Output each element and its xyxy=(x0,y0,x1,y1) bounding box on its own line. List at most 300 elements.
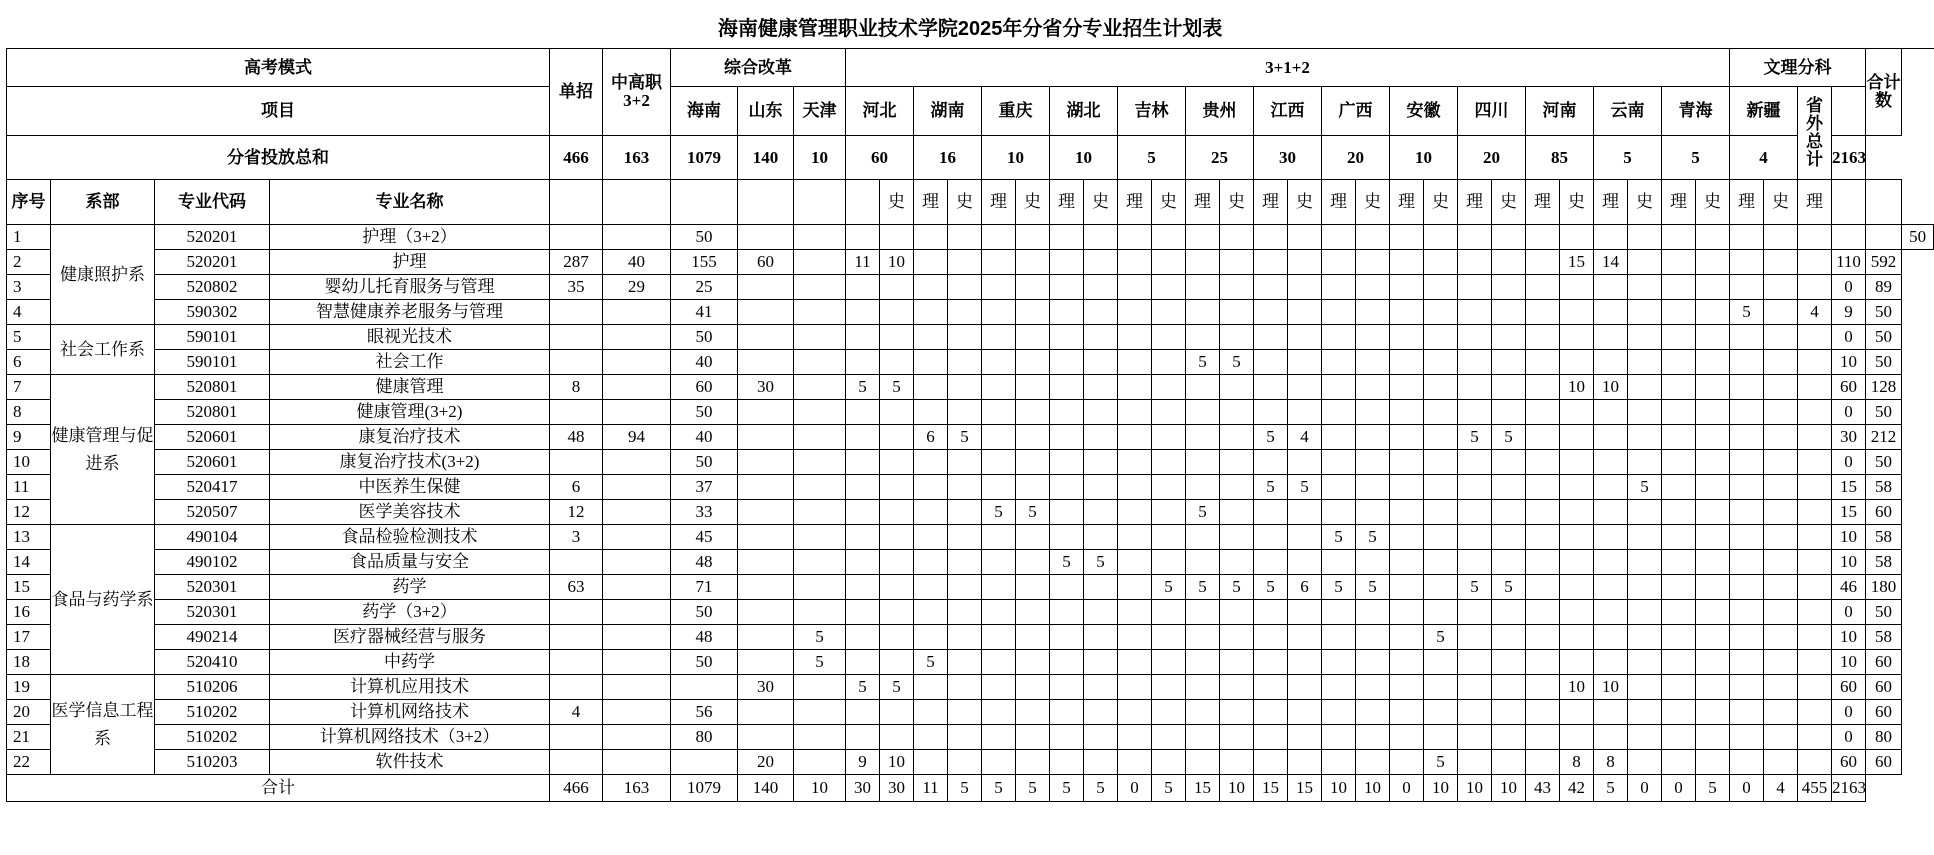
value-cell: 8 xyxy=(550,375,603,400)
total-value-cell: 0 xyxy=(1390,775,1424,802)
value-cell xyxy=(1662,400,1696,425)
value-cell: 10 xyxy=(1832,625,1866,650)
value-cell: 0 xyxy=(1832,275,1866,300)
value-cell xyxy=(1186,550,1220,575)
value-cell xyxy=(1458,525,1492,550)
value-cell xyxy=(1560,550,1594,575)
value-cell xyxy=(1526,425,1560,450)
value-cell: 56 xyxy=(671,700,738,725)
value-cell xyxy=(1118,600,1152,625)
seq-cell: 6 xyxy=(7,350,51,375)
dept-cell: 食品与药学系 xyxy=(51,525,155,675)
value-cell xyxy=(1254,450,1288,475)
value-cell xyxy=(794,400,846,425)
value-cell xyxy=(1322,350,1356,375)
value-cell xyxy=(738,475,794,500)
value-cell xyxy=(1186,525,1220,550)
value-cell xyxy=(1390,675,1424,700)
value-cell xyxy=(738,225,794,250)
value-cell: 5 xyxy=(1288,475,1322,500)
value-cell: 50 xyxy=(671,600,738,625)
value-cell xyxy=(794,425,846,450)
total-value-cell: 455 xyxy=(1798,775,1832,802)
value-cell xyxy=(1798,325,1832,350)
province-hunan: 湖南 xyxy=(914,87,982,136)
value-cell xyxy=(846,600,880,625)
table-row xyxy=(7,750,1934,775)
total-anhui: 10 xyxy=(1390,136,1458,180)
value-cell xyxy=(1458,600,1492,625)
name-cell: 医学美容技术 xyxy=(270,500,550,525)
value-cell xyxy=(1662,600,1696,625)
value-cell xyxy=(1050,450,1084,475)
value-cell xyxy=(914,625,948,650)
value-cell xyxy=(1730,575,1764,600)
value-cell: 25 xyxy=(671,275,738,300)
zonghe-header: 综合改革 xyxy=(671,49,846,87)
value-cell xyxy=(1560,700,1594,725)
value-cell xyxy=(1628,550,1662,575)
value-cell xyxy=(1594,500,1628,525)
value-cell xyxy=(1186,450,1220,475)
dept-cell: 健康照护系 xyxy=(51,225,155,325)
table-row xyxy=(7,425,1934,450)
value-cell xyxy=(1016,275,1050,300)
value-cell xyxy=(1560,650,1594,675)
value-cell xyxy=(603,475,671,500)
code-cell: 520201 xyxy=(155,250,270,275)
value-cell xyxy=(1084,650,1118,675)
value-cell xyxy=(1730,450,1764,475)
value-cell xyxy=(1798,725,1832,750)
value-cell xyxy=(1764,275,1798,300)
blank-header xyxy=(603,180,671,225)
value-cell: 6 xyxy=(550,475,603,500)
value-cell xyxy=(1288,700,1322,725)
value-cell xyxy=(1356,625,1390,650)
value-cell xyxy=(1186,425,1220,450)
value-cell: 10 xyxy=(1560,675,1594,700)
value-cell xyxy=(1594,300,1628,325)
total-qinghai: 5 xyxy=(1662,136,1730,180)
value-cell xyxy=(603,375,671,400)
value-cell: 15 xyxy=(1832,475,1866,500)
value-cell xyxy=(1356,400,1390,425)
value-cell xyxy=(1322,400,1356,425)
table-title: 海南健康管理职业技术学院2025年分省分专业招生计划表 xyxy=(7,10,1934,49)
seq-cell: 1 xyxy=(7,225,51,250)
value-cell xyxy=(982,375,1016,400)
value-cell xyxy=(1016,650,1050,675)
value-cell xyxy=(1050,275,1084,300)
value-cell xyxy=(794,450,846,475)
total-value-cell: 5 xyxy=(1084,775,1118,802)
value-cell xyxy=(1186,375,1220,400)
province-shandong: 山东 xyxy=(738,87,794,136)
value-cell xyxy=(1594,225,1628,250)
value-cell xyxy=(982,750,1016,775)
value-cell xyxy=(1220,475,1254,500)
value-cell xyxy=(1322,550,1356,575)
value-cell: 15 xyxy=(1560,250,1594,275)
value-cell xyxy=(846,225,880,250)
value-cell: 50 xyxy=(1866,600,1902,625)
total-value-cell: 43 xyxy=(1526,775,1560,802)
value-cell: 60 xyxy=(1832,375,1866,400)
value-cell xyxy=(1526,500,1560,525)
value-cell xyxy=(1628,400,1662,425)
total-value-cell: 15 xyxy=(1288,775,1322,802)
value-cell xyxy=(1152,350,1186,375)
value-cell: 80 xyxy=(1866,725,1902,750)
value-cell xyxy=(1764,450,1798,475)
value-cell: 94 xyxy=(603,425,671,450)
value-cell xyxy=(982,675,1016,700)
value-cell xyxy=(1390,725,1424,750)
total-jilin: 5 xyxy=(1118,136,1186,180)
value-cell xyxy=(1050,250,1084,275)
value-cell xyxy=(550,600,603,625)
value-cell xyxy=(738,700,794,725)
value-cell: 60 xyxy=(1866,500,1902,525)
total-value-cell: 10 xyxy=(1492,775,1526,802)
value-cell xyxy=(1798,650,1832,675)
value-cell: 30 xyxy=(738,375,794,400)
blank-header xyxy=(1866,180,1902,225)
value-cell xyxy=(738,450,794,475)
value-cell xyxy=(1764,225,1798,250)
value-cell xyxy=(982,350,1016,375)
value-cell: 60 xyxy=(1866,675,1902,700)
value-cell xyxy=(1152,500,1186,525)
total-value-cell: 1079 xyxy=(671,775,738,802)
seq-cell: 11 xyxy=(7,475,51,500)
value-cell xyxy=(914,750,948,775)
value-cell xyxy=(1764,500,1798,525)
value-cell: 5 xyxy=(846,675,880,700)
value-cell xyxy=(880,550,914,575)
value-cell: 50 xyxy=(1902,225,1934,250)
value-cell xyxy=(1662,425,1696,450)
value-cell xyxy=(914,325,948,350)
value-cell xyxy=(1696,600,1730,625)
code-cell: 510202 xyxy=(155,725,270,750)
value-cell xyxy=(1798,525,1832,550)
value-cell: 63 xyxy=(550,575,603,600)
value-cell xyxy=(1152,450,1186,475)
table-row xyxy=(7,625,1934,650)
total-value-cell: 163 xyxy=(603,775,671,802)
value-cell: 155 xyxy=(671,250,738,275)
value-cell xyxy=(1050,575,1084,600)
total-jiangxi: 30 xyxy=(1254,136,1322,180)
value-cell xyxy=(1118,400,1152,425)
code-cell: 510203 xyxy=(155,750,270,775)
value-cell: 11 xyxy=(846,250,880,275)
value-cell: 5 xyxy=(1356,575,1390,600)
code-cell: 520802 xyxy=(155,275,270,300)
value-cell xyxy=(1322,500,1356,525)
value-cell xyxy=(846,300,880,325)
value-cell xyxy=(1492,375,1526,400)
value-cell: 50 xyxy=(1866,325,1902,350)
value-cell xyxy=(948,650,982,675)
value-cell: 58 xyxy=(1866,625,1902,650)
value-cell xyxy=(550,650,603,675)
value-cell: 4 xyxy=(1798,300,1832,325)
value-cell xyxy=(1050,725,1084,750)
table-row xyxy=(7,325,1934,350)
value-cell xyxy=(1118,250,1152,275)
value-cell xyxy=(1560,400,1594,425)
value-cell xyxy=(1220,525,1254,550)
seq-cell: 16 xyxy=(7,600,51,625)
value-cell xyxy=(1254,750,1288,775)
value-cell xyxy=(1288,650,1322,675)
value-cell xyxy=(1390,700,1424,725)
value-cell xyxy=(982,600,1016,625)
value-cell xyxy=(1730,375,1764,400)
value-cell xyxy=(738,650,794,675)
value-cell: 5 xyxy=(1322,525,1356,550)
value-cell xyxy=(982,575,1016,600)
value-cell: 10 xyxy=(880,750,914,775)
value-cell xyxy=(1322,675,1356,700)
total-value-cell: 5 xyxy=(982,775,1016,802)
value-cell xyxy=(603,225,671,250)
value-cell xyxy=(1424,300,1458,325)
li-header: 理 xyxy=(982,180,1016,225)
total-value-cell: 5 xyxy=(1016,775,1050,802)
seq-cell: 8 xyxy=(7,400,51,425)
total-value-cell: 5 xyxy=(948,775,982,802)
value-cell xyxy=(1424,600,1458,625)
value-cell xyxy=(794,700,846,725)
value-cell xyxy=(1696,575,1730,600)
value-cell xyxy=(1696,400,1730,425)
value-cell xyxy=(1798,425,1832,450)
dept-cell: 社会工作系 xyxy=(51,325,155,375)
value-cell xyxy=(1458,400,1492,425)
value-cell: 60 xyxy=(1866,700,1902,725)
value-cell xyxy=(1628,275,1662,300)
value-cell xyxy=(1118,675,1152,700)
shengwai-header: 省外总计 xyxy=(1798,87,1832,180)
value-cell xyxy=(1016,400,1050,425)
value-cell xyxy=(914,375,948,400)
value-cell xyxy=(914,525,948,550)
value-cell xyxy=(914,275,948,300)
total-guangxi: 20 xyxy=(1322,136,1390,180)
value-cell xyxy=(1390,625,1424,650)
li-header: 理 xyxy=(1594,180,1628,225)
value-cell xyxy=(1356,425,1390,450)
value-cell: 212 xyxy=(1866,425,1902,450)
value-cell xyxy=(948,575,982,600)
value-cell xyxy=(1526,400,1560,425)
value-cell: 5 xyxy=(1628,475,1662,500)
value-cell xyxy=(1696,725,1730,750)
value-cell xyxy=(1050,675,1084,700)
value-cell xyxy=(1424,450,1458,475)
value-cell xyxy=(1220,625,1254,650)
value-cell xyxy=(1288,450,1322,475)
value-cell xyxy=(1356,225,1390,250)
value-cell xyxy=(1016,375,1050,400)
value-cell xyxy=(1424,725,1458,750)
value-cell: 4 xyxy=(550,700,603,725)
table-row xyxy=(7,350,1934,375)
value-cell xyxy=(948,675,982,700)
value-cell xyxy=(1492,500,1526,525)
value-cell xyxy=(1798,400,1832,425)
code-cell: 590101 xyxy=(155,350,270,375)
value-cell xyxy=(1254,375,1288,400)
value-cell xyxy=(794,350,846,375)
value-cell xyxy=(1662,450,1696,475)
shi-header: 史 xyxy=(1288,180,1322,225)
value-cell: 3 xyxy=(550,525,603,550)
value-cell: 5 xyxy=(948,425,982,450)
value-cell xyxy=(1050,525,1084,550)
seq-cell: 3 xyxy=(7,275,51,300)
value-cell xyxy=(1220,550,1254,575)
value-cell xyxy=(603,625,671,650)
value-cell: 0 xyxy=(1832,725,1866,750)
value-cell xyxy=(1016,425,1050,450)
value-cell xyxy=(1628,750,1662,775)
value-cell: 35 xyxy=(550,275,603,300)
value-cell xyxy=(794,300,846,325)
value-cell xyxy=(1560,325,1594,350)
value-cell xyxy=(1662,250,1696,275)
value-cell xyxy=(982,250,1016,275)
value-cell: 5 xyxy=(1084,550,1118,575)
province-qinghai: 青海 xyxy=(1662,87,1730,136)
value-cell xyxy=(1662,350,1696,375)
value-cell xyxy=(1798,275,1832,300)
value-cell: 5 xyxy=(1254,425,1288,450)
value-cell: 15 xyxy=(1832,500,1866,525)
value-cell xyxy=(948,700,982,725)
value-cell xyxy=(1560,225,1594,250)
value-cell xyxy=(880,350,914,375)
value-cell xyxy=(1560,575,1594,600)
value-cell xyxy=(1152,700,1186,725)
value-cell xyxy=(1186,625,1220,650)
value-cell xyxy=(1288,675,1322,700)
value-cell xyxy=(948,300,982,325)
value-cell xyxy=(1458,475,1492,500)
shi-header: 史 xyxy=(1492,180,1526,225)
value-cell xyxy=(948,225,982,250)
value-cell xyxy=(1798,225,1832,250)
value-cell xyxy=(794,750,846,775)
seq-cell: 14 xyxy=(7,550,51,575)
value-cell xyxy=(1220,725,1254,750)
province-tianjin: 天津 xyxy=(794,87,846,136)
value-cell xyxy=(1390,750,1424,775)
value-cell xyxy=(1764,325,1798,350)
value-cell xyxy=(1152,400,1186,425)
value-cell xyxy=(1084,275,1118,300)
value-cell xyxy=(1152,475,1186,500)
value-cell xyxy=(1084,625,1118,650)
seq-cell: 10 xyxy=(7,450,51,475)
value-cell xyxy=(1118,500,1152,525)
value-cell xyxy=(1458,500,1492,525)
value-cell xyxy=(1492,325,1526,350)
value-cell xyxy=(1254,225,1288,250)
value-cell xyxy=(603,600,671,625)
value-cell xyxy=(1696,675,1730,700)
value-cell xyxy=(1152,650,1186,675)
code-cell: 590101 xyxy=(155,325,270,350)
value-cell: 50 xyxy=(671,225,738,250)
value-cell xyxy=(1560,275,1594,300)
name-cell: 婴幼儿托育服务与管理 xyxy=(270,275,550,300)
value-cell: 9 xyxy=(846,750,880,775)
value-cell xyxy=(982,275,1016,300)
value-cell xyxy=(1730,250,1764,275)
value-cell xyxy=(1662,650,1696,675)
value-cell xyxy=(1526,725,1560,750)
value-cell xyxy=(1628,675,1662,700)
value-cell xyxy=(982,300,1016,325)
total-shandong: 140 xyxy=(738,136,794,180)
value-cell xyxy=(1152,525,1186,550)
enrollment-plan-table xyxy=(6,10,1934,802)
value-cell: 40 xyxy=(603,250,671,275)
value-cell xyxy=(1254,500,1288,525)
seq-cell: 13 xyxy=(7,525,51,550)
value-cell: 80 xyxy=(671,725,738,750)
value-cell xyxy=(1730,275,1764,300)
value-cell xyxy=(1288,400,1322,425)
value-cell xyxy=(846,400,880,425)
value-cell xyxy=(1458,250,1492,275)
value-cell xyxy=(1662,675,1696,700)
value-cell: 58 xyxy=(1866,525,1902,550)
value-cell xyxy=(794,275,846,300)
value-cell xyxy=(1628,325,1662,350)
value-cell: 9 xyxy=(1832,300,1866,325)
province-hubei: 湖北 xyxy=(1050,87,1118,136)
value-cell xyxy=(914,250,948,275)
li-header: 理 xyxy=(1322,180,1356,225)
seq-cell: 5 xyxy=(7,325,51,350)
value-cell xyxy=(880,325,914,350)
seq-cell: 17 xyxy=(7,625,51,650)
province-sichuan: 四川 xyxy=(1458,87,1526,136)
value-cell xyxy=(1662,325,1696,350)
value-cell xyxy=(1186,275,1220,300)
code-cell: 490214 xyxy=(155,625,270,650)
value-cell xyxy=(603,550,671,575)
value-cell xyxy=(1220,700,1254,725)
value-cell xyxy=(846,450,880,475)
value-cell xyxy=(603,575,671,600)
value-cell xyxy=(948,500,982,525)
value-cell xyxy=(1696,500,1730,525)
value-cell xyxy=(738,350,794,375)
value-cell xyxy=(914,225,948,250)
value-cell xyxy=(1492,750,1526,775)
value-cell xyxy=(1390,500,1424,525)
value-cell xyxy=(1254,550,1288,575)
value-cell xyxy=(1186,250,1220,275)
value-cell xyxy=(846,625,880,650)
